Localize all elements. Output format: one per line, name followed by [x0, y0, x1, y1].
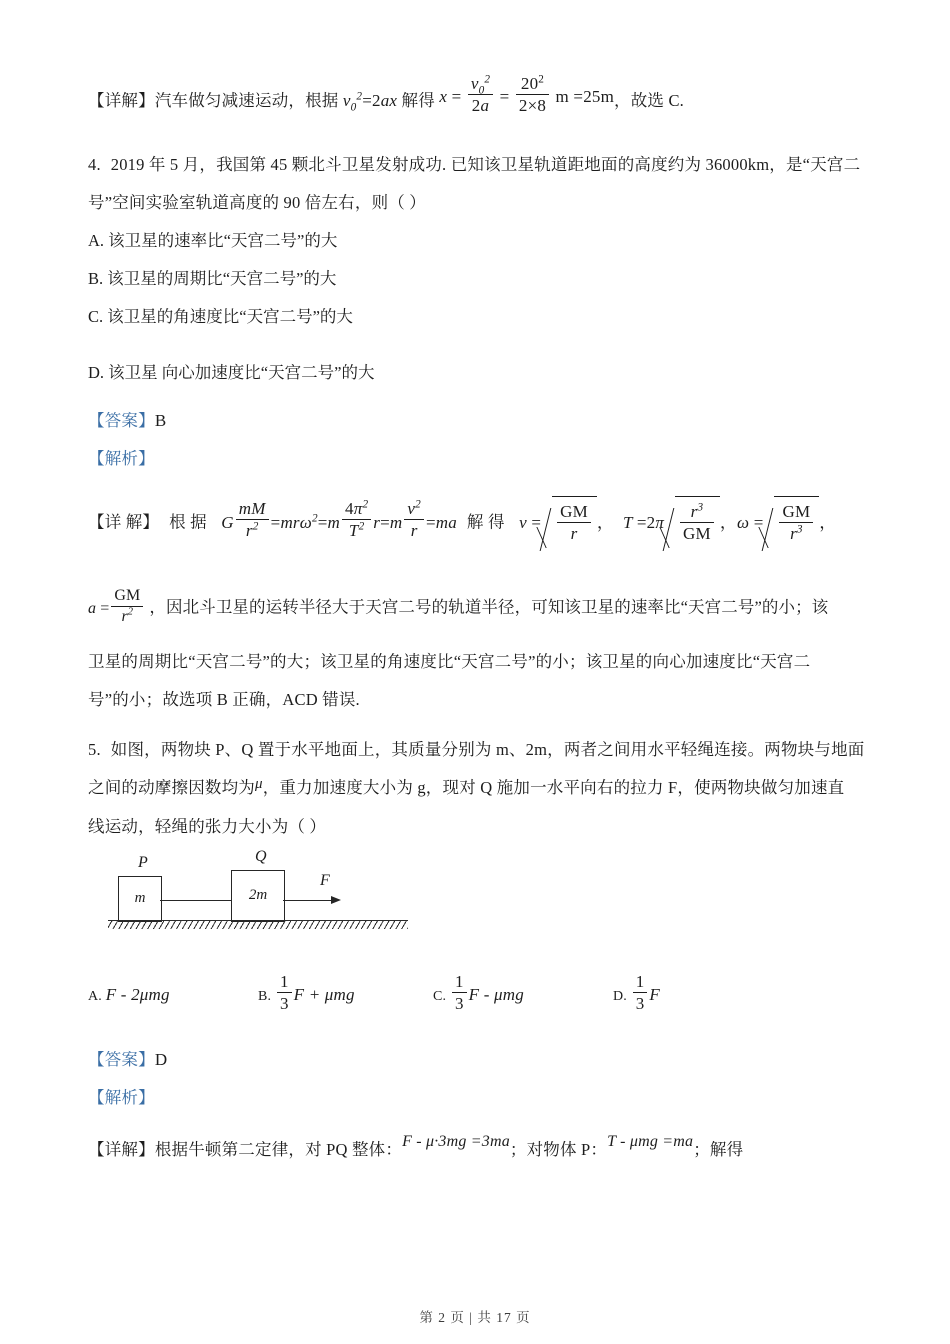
q4-answer-row: [88, 402, 888, 440]
q4-answer-value: B: [154, 411, 167, 431]
q5-option-a[interactable]: [88, 973, 258, 1019]
q5-stem-line2: [88, 769, 888, 808]
q5-detail-equation-1: F - μ·3mg =3ma: [402, 1133, 510, 1150]
q5-option-a-value: F - 2μmg: [105, 985, 170, 1004]
q5-mu-symbol: μ: [255, 775, 263, 792]
q5-answer-row: [88, 1041, 888, 1079]
q4-stem-line1: [88, 146, 888, 184]
q4-a-formula: a = $\frac{GM}{r^2}$: [88, 600, 149, 617]
q5-detail-text1: 根据牛顿第二定律，对 PQ 整体：: [154, 1140, 403, 1159]
q5-number: 5.: [88, 739, 101, 759]
q4-conclusion-line2: 卫星的周期比“天宫二号”的大；该卫星的角速度比“天宫二号”的小；该卫星的向心加速度比“天宫二: [88, 651, 811, 671]
q5-analysis-row: [88, 1079, 888, 1117]
q5-stem-text1: 如图，两物块 P、Q 置于水平地面上，其质量分别为 m、2m，两者之间用水平轻绳连接。两物块与地面: [110, 739, 865, 759]
q5-stem-text2b: ，重力加速度大小为 g，现对 Q 施加一水平向右的拉力 F，使两物块做匀加速直: [262, 777, 845, 797]
q4-detail-label: 【详 解】: [88, 512, 160, 532]
q5-option-a-key: A.: [88, 989, 103, 1004]
q4-analysis-row: [88, 440, 888, 478]
page-footer: 第 2 页 | 共 17 页: [419, 1310, 531, 1325]
q4-number: 4.: [88, 155, 101, 175]
q5-option-c-value: [450, 971, 524, 1013]
q4-analysis-label: 【解析】: [88, 449, 155, 469]
q5-stem-line3: 线运动，轻绳的张力大小为（ ）: [88, 816, 327, 836]
page-content: [88, 73, 888, 1170]
q5-detail-equation-2: T - μmg =ma: [607, 1133, 694, 1150]
figure-label-q: Q: [255, 847, 267, 865]
q4-conclusion-line1: [88, 587, 888, 629]
figure-force-arrowhead: [331, 896, 341, 904]
q4-conclusion-line3: 号”的小；故选项 B 正确，ACD 错误.: [88, 689, 360, 709]
q5-option-b-key: B.: [258, 989, 272, 1004]
q5-opt-d-num: 1: [633, 972, 648, 993]
q5-stem-text2a: 之间的动摩擦因数均为: [88, 777, 255, 797]
q5-opt-c-tail: F - μmg: [468, 985, 524, 1004]
figure-rope: [160, 900, 231, 901]
q5-detail-text3: ；解得: [693, 1140, 744, 1159]
q4-option-a[interactable]: A. 该卫星的速率比“天宫二号”的大: [88, 231, 338, 251]
figure-block-p: m: [118, 876, 162, 922]
q5-analysis-label: 【解析】: [88, 1088, 155, 1107]
q4-formula-main: G $\frac{mM}{r^2}$ =mrω$^2$=m $\frac{4\pi^2}{T^2}$ r=m $\frac{v^2}{r}$ =ma: [216, 498, 457, 541]
q4-stem-text1: 2019 年 5 月，我国第 45 颗北斗卫星发射成功. 已知该卫星轨道距地面的高度约为 36000km，是“天宫二: [110, 155, 861, 175]
figure-ground-hatching: [108, 921, 408, 929]
figure-block-q: 2m: [231, 870, 285, 922]
q5-opt-b-num: 1: [277, 972, 292, 993]
q5-answer-label: 【答案】: [88, 1050, 155, 1069]
figure-label-f: F: [320, 871, 330, 889]
q4-detail-verb-2: 解 得: [466, 512, 505, 532]
q5-opt-c-den: 3: [454, 993, 464, 1013]
q4-option-b[interactable]: B. 该卫星的周期比“天宫二号”的大: [88, 269, 337, 289]
q5-option-d-value: [631, 971, 661, 1013]
q5-options-row: [88, 972, 888, 1019]
q3-formula: x = $\frac{v_0^2}{2a}$ = $\frac{20^2}{2\times 8}$ m =25m: [439, 73, 615, 116]
q4-option-d[interactable]: D. 该卫星 向心加速度比“天宫二号”的大: [88, 363, 375, 383]
q5-opt-d-tail: F: [649, 985, 661, 1004]
q5-opt-c-num: 1: [452, 972, 467, 993]
figure-label-p: P: [138, 853, 148, 871]
q3-detail-tail: ，故选 C.: [614, 91, 684, 111]
q3-solution-line: [88, 73, 888, 120]
q4-stem-line2: 号”空间实验室轨道高度的 90 倍左右，则（ ）: [88, 193, 426, 213]
q5-detail-row: [88, 1131, 888, 1170]
q4-results: v = $\frac{GM}{r}$ ， T =2π $\frac{r^3}{GM}$ ，ω = $\frac{GM}{r^3}$ ，: [515, 513, 837, 532]
q5-opt-b-tail: F + μmg: [293, 985, 355, 1004]
q3-detail-text: 汽车做匀减速运动，根据 $v_0^2=2ax$ 解得: [154, 90, 435, 114]
q5-stem-line1: [88, 731, 888, 769]
q5-detail-text2: ；对物体 P：: [509, 1140, 608, 1159]
q4-conclusion-text1: ，因北斗卫星的运转半径大于天宫二号的轨道半径，可知该卫星的速率比“天宫二号”的小；该: [149, 597, 829, 617]
q5-option-d[interactable]: [613, 972, 733, 1019]
q5-opt-b-den: 3: [279, 993, 289, 1013]
q4-derivation-line: [88, 496, 888, 551]
q5-option-b-value: [275, 971, 355, 1013]
q5-opt-d-den: 3: [635, 993, 645, 1013]
q4-answer-label: 【答案】: [88, 411, 155, 431]
figure-force-line: [283, 900, 333, 901]
q5-answer-value: D: [154, 1050, 168, 1069]
q5-option-c-key: C.: [433, 989, 447, 1004]
q5-option-d-key: D.: [613, 989, 628, 1004]
q4-option-c[interactable]: C. 该卫星的角速度比“天宫二号”的大: [88, 307, 353, 327]
q4-detail-verb-1: 根 据: [169, 512, 207, 532]
q5-figure: [108, 847, 408, 946]
q5-detail-label: 【详解】: [88, 1140, 155, 1159]
q5-option-c[interactable]: [433, 972, 613, 1019]
q3-detail-label: 【详解】: [88, 91, 155, 111]
q5-option-b[interactable]: [258, 972, 433, 1019]
